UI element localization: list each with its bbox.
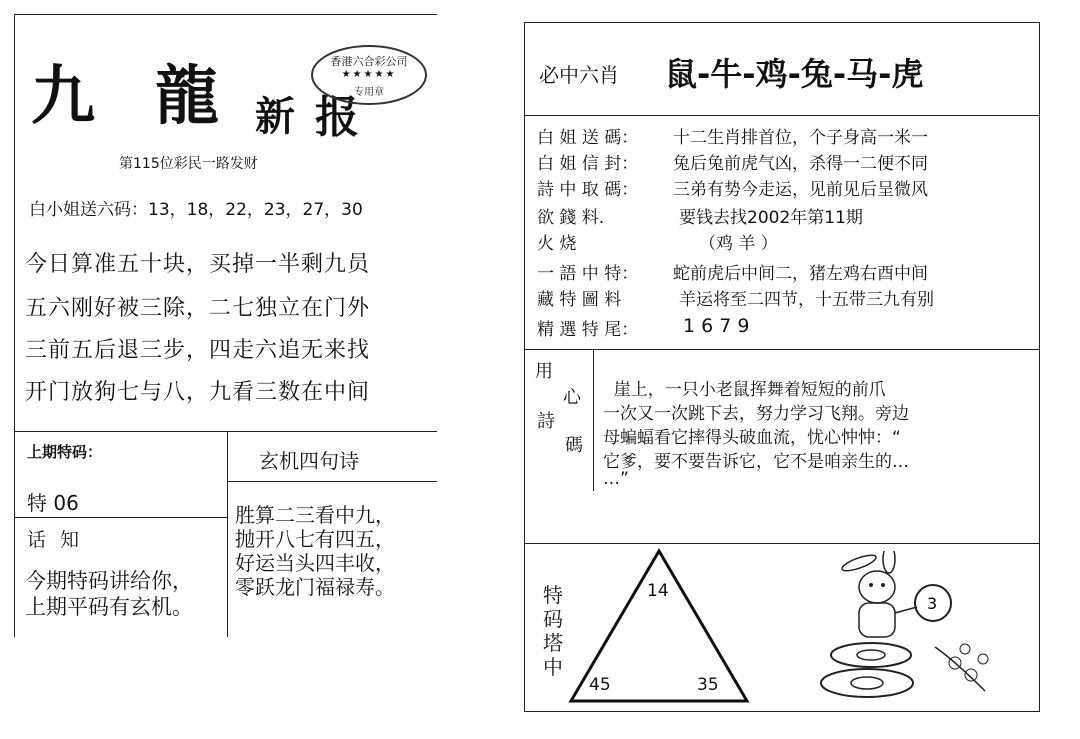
poem-line-2: 五六刚好被三除，二七独立在门外	[25, 296, 371, 321]
six-animals: 鼠-牛-鸡-兔-马-虎	[665, 55, 924, 93]
row-text-3: 三弟有势今走运，见前见后呈微风	[673, 180, 928, 200]
poem-line-1: 今日算准五十块，买掉一半剩九员	[25, 252, 371, 277]
row-text-2: 兔后兔前虎气凶，杀得一二便不同	[673, 154, 928, 174]
six-codes: 白小姐送六码：13，18，22，23，27，30	[29, 200, 363, 220]
row-text-4: 要钱去找2002年第11期	[679, 208, 863, 228]
row-label-4: 欲 錢 料.	[537, 208, 605, 228]
seal-line-3: 专用章	[354, 87, 384, 98]
tower-label-3: 塔	[543, 631, 563, 655]
xuanji-line-3: 好运当头四丰收，	[235, 551, 395, 575]
row-label-2: 白 姐 信 封：	[537, 154, 639, 174]
xuanji-line-2: 抛开八七有四五，	[235, 527, 395, 551]
row-text-6: 蛇前虎后中间二，猪左鸡右酉中间	[673, 264, 928, 284]
divider	[227, 481, 437, 482]
story-line-2: 一次又一次跳下去，努力学习飞翔。旁边	[603, 404, 909, 424]
divider	[525, 349, 1039, 350]
row-label-3: 詩 中 取 碼：	[537, 180, 639, 200]
row-label-5: 火 烧	[537, 234, 577, 254]
row-label-8: 精 選 特 尾：	[537, 320, 639, 340]
divider	[593, 349, 594, 491]
left-newspaper-panel	[14, 14, 437, 637]
title-char-1: 九	[31, 59, 95, 134]
xuanji-line-4: 零跃龙门福禄寿。	[235, 575, 395, 599]
right-newspaper-panel	[524, 22, 1040, 712]
poem-side-1: 用	[535, 361, 553, 382]
divider	[525, 115, 1039, 116]
seal-stars: ★★★★★	[341, 69, 397, 80]
divider	[15, 517, 227, 518]
story-line-3: 母蝙蝠看它摔得头破血流，忧心忡忡：“	[603, 428, 901, 448]
divider	[15, 431, 437, 432]
official-seal	[311, 45, 427, 105]
notice-line-2: 上期平码有玄机。	[25, 595, 193, 619]
row-text-7: 羊运将至二四节，十五带三九有别	[679, 290, 934, 310]
svg-text:3: 3	[927, 594, 938, 613]
story-line-4: 它爹，要不要告诉它，它不是咱亲生的…	[603, 452, 909, 472]
poem-line-4: 开门放狗七与八，九看三数在中间	[25, 380, 371, 405]
notice-line-1: 今期特码讲给你，	[25, 569, 193, 593]
poem-side-3: 詩	[537, 411, 555, 432]
divider	[525, 543, 1039, 544]
tower-label-2: 码	[543, 607, 563, 631]
poem-line-3: 三前五后退三步，四走六追无来找	[25, 338, 371, 363]
title-sub-1: 新	[255, 93, 295, 140]
xuanji-line-1: 胜算二三看中九，	[235, 503, 395, 527]
row-label-1: 白 姐 送 碼：	[537, 128, 639, 148]
row-label-7: 藏 特 圖 料	[537, 290, 622, 310]
seal-line-1: 香港六合彩公司	[330, 55, 408, 68]
tower-label-1: 特	[543, 583, 563, 607]
tower-top-number: 14	[647, 581, 669, 601]
story-line-5: …”	[603, 469, 629, 489]
row-text-8: 1 6 7 9	[683, 315, 750, 337]
divider	[227, 431, 228, 637]
story-line-1: 崖上，一只小老鼠挥舞着短短的前爪	[603, 380, 886, 400]
last-code-label: 上期特码：	[27, 443, 103, 461]
row-text-5: （鸡 羊 ）	[699, 234, 778, 254]
title-sub-2: 报	[315, 92, 359, 143]
tower-left-number: 45	[589, 675, 611, 695]
title-char-2: 龍	[155, 59, 219, 134]
row-text-1: 十二生肖排首位，个子身高一米一	[673, 128, 928, 148]
poem-side-4: 碼	[565, 435, 583, 456]
notice-label: 话 知	[27, 529, 84, 551]
rabbit-illustration	[815, 551, 1015, 701]
last-code-value: 特 06	[27, 491, 79, 515]
row-label-6: 一 語 中 特：	[537, 264, 639, 284]
poem-side-2: 心	[563, 387, 581, 408]
six-animals-label: 必中六肖	[539, 63, 619, 87]
caption: 第115位彩民一路发财	[119, 156, 258, 172]
tower-right-number: 35	[697, 675, 719, 695]
xuanji-title: 玄机四句诗	[259, 449, 359, 473]
tower-label-4: 中	[543, 655, 563, 679]
